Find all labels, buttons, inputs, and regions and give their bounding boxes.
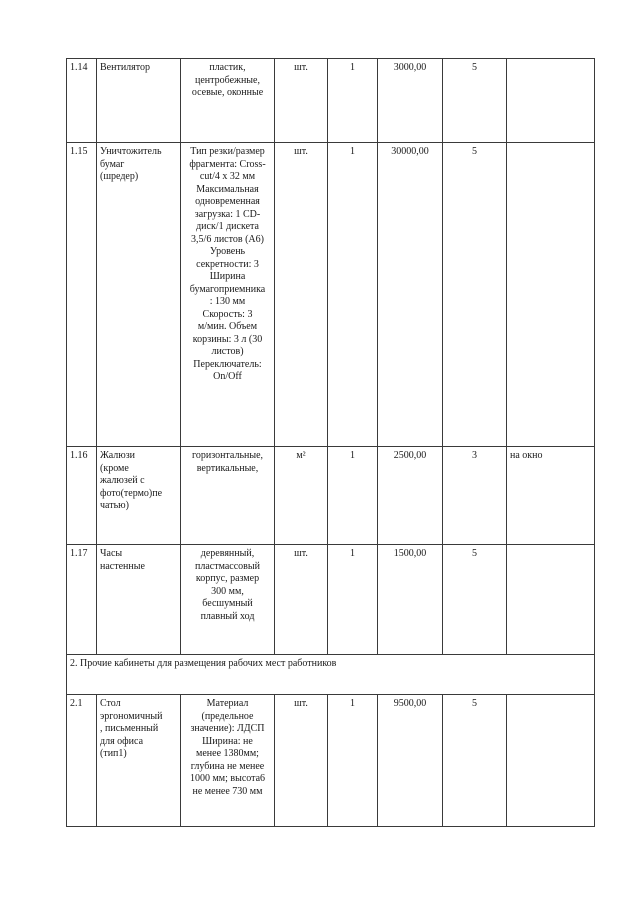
- item-description: Тип резки/размер фрагмента: Cross- cut/4 x 32 мм Максимальная одновременная загрузка: 1 CD- диск/1 дискета 3,5/6 листов (А6) Уровень секретности: 3 Ширина бумагоприемника : 130 мм Скорость: 3 м/мин. Объем корзины: 3 л (30 листов) Переключатель: On/Off: [181, 143, 275, 447]
- row-number: 1.15: [67, 143, 97, 447]
- item-note: [507, 59, 595, 143]
- item-price: 3000,00: [378, 59, 443, 143]
- item-name: Жалюзи (кроме жалюзей с фото(термо)пе чатью): [97, 447, 181, 545]
- row-number: 1.17: [67, 545, 97, 655]
- item-price: 1500,00: [378, 545, 443, 655]
- item-price: 2500,00: [378, 447, 443, 545]
- item-price: 30000,00: [378, 143, 443, 447]
- section-row: [67, 655, 595, 695]
- item-term: 5: [443, 545, 507, 655]
- item-term: 3: [443, 447, 507, 545]
- item-description: Материал (предельное значение): ЛДСП Ширина: не менее 1380мм; глубина не менее 1000 мм; высота6 не менее 730 мм: [181, 695, 275, 827]
- item-note: [507, 143, 595, 447]
- item-unit: шт.: [275, 59, 328, 143]
- table-row: [67, 545, 595, 655]
- section-title: 2. Прочие кабинеты для размещения рабочих мест работников: [67, 655, 595, 695]
- item-term: 5: [443, 143, 507, 447]
- row-number: 1.14: [67, 59, 97, 143]
- item-quantity: 1: [328, 59, 378, 143]
- item-quantity: 1: [328, 545, 378, 655]
- item-description: пластик, центробежные, осевые, оконные: [181, 59, 275, 143]
- item-description: деревянный, пластмассовый корпус, размер 300 мм, бесшумный плавный ход: [181, 545, 275, 655]
- item-price: 9500,00: [378, 695, 443, 827]
- item-note: [507, 695, 595, 827]
- item-name: Уничтожитель бумаг (шредер): [97, 143, 181, 447]
- item-unit: шт.: [275, 143, 328, 447]
- table-row: [67, 59, 595, 143]
- item-quantity: 1: [328, 447, 378, 545]
- table-row: [67, 447, 595, 545]
- item-note: [507, 545, 595, 655]
- item-name: Часы настенные: [97, 545, 181, 655]
- item-name: Стол эргономичный , письменный для офиса (тип1): [97, 695, 181, 827]
- item-quantity: 1: [328, 143, 378, 447]
- item-quantity: 1: [328, 695, 378, 827]
- item-unit: шт.: [275, 545, 328, 655]
- item-term: 5: [443, 695, 507, 827]
- row-number: 2.1: [67, 695, 97, 827]
- table-row: [67, 695, 595, 827]
- item-note: на окно: [507, 447, 595, 545]
- item-unit: шт.: [275, 695, 328, 827]
- item-unit: м²: [275, 447, 328, 545]
- item-name: Вентилятор: [97, 59, 181, 143]
- equipment-table: [66, 58, 595, 827]
- item-description: горизонтальные, вертикальные,: [181, 447, 275, 545]
- item-term: 5: [443, 59, 507, 143]
- row-number: 1.16: [67, 447, 97, 545]
- table-row: [67, 143, 595, 447]
